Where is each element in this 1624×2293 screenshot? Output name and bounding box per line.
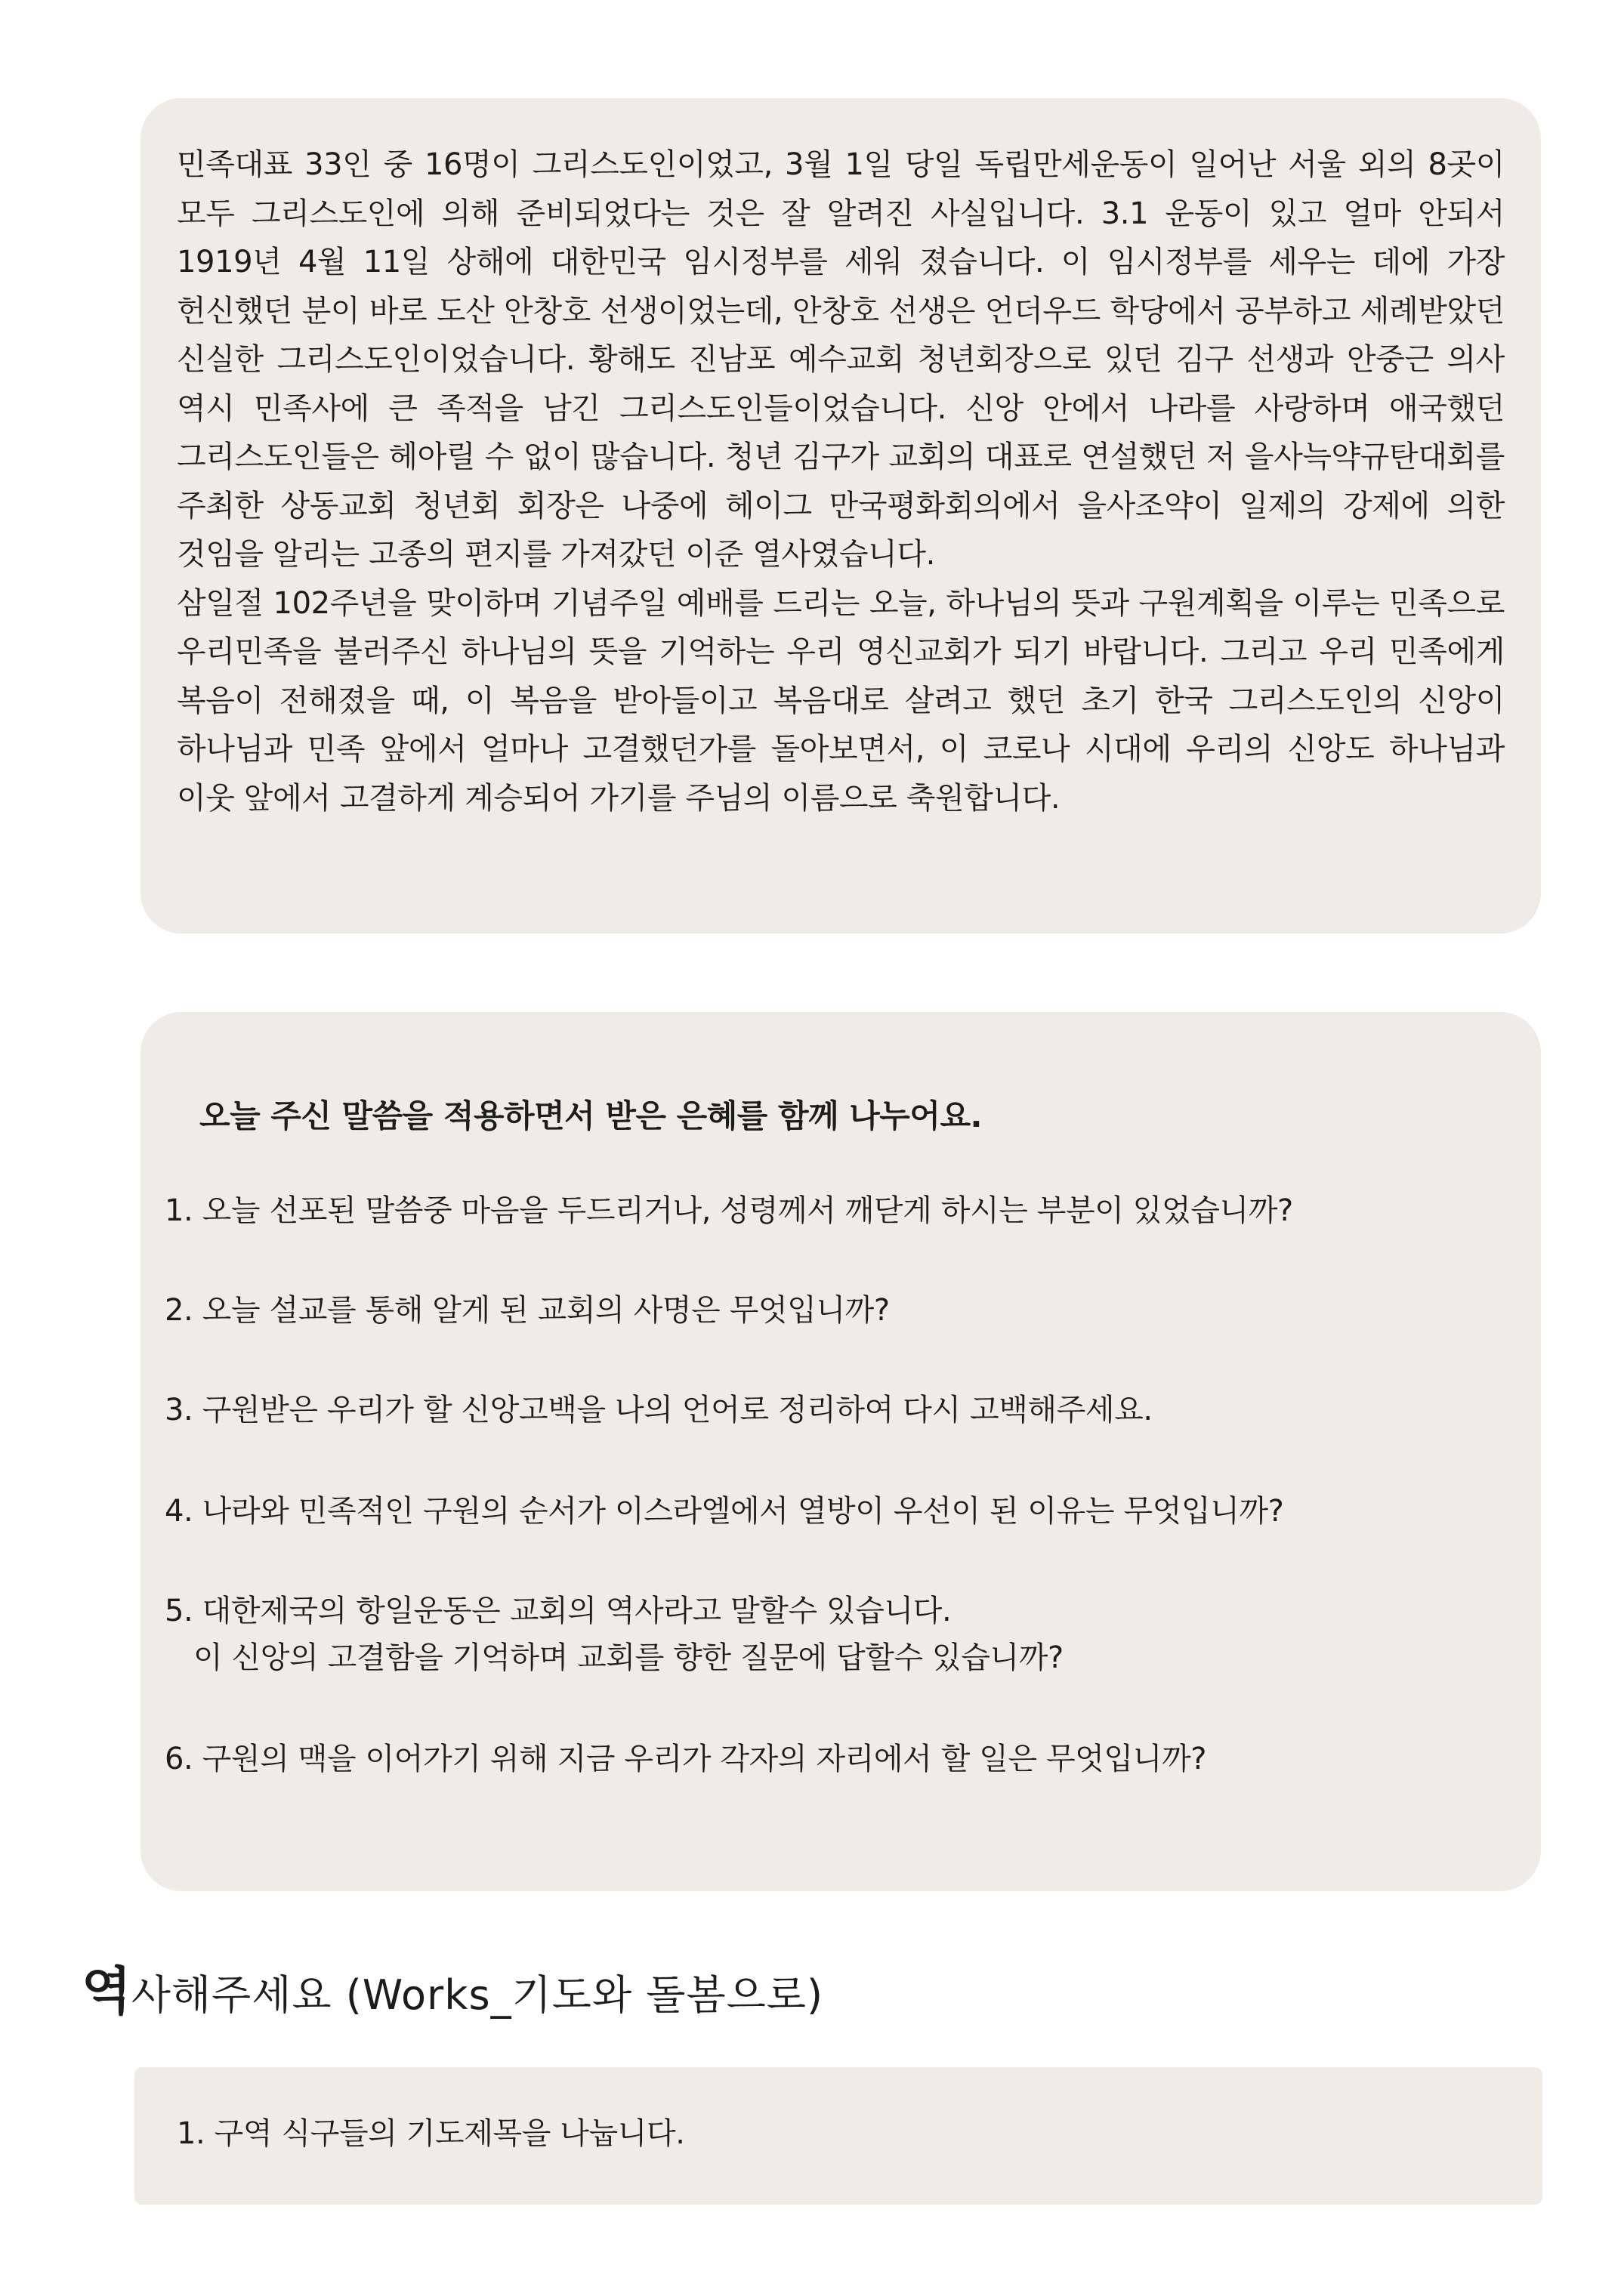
question-3: 3. 구원받은 우리가 할 신앙고백을 나의 언어로 정리하여 다시 고백해주세요. xyxy=(165,1393,1153,1427)
prayer-item-1: 1. 구역 식구들의 기도제목을 나눕니다. xyxy=(177,2116,685,2151)
history-paragraph-2: 삼일절 102주년을 맞이하며 기념주일 예배를 드리는 오늘, 하나님의 뜻과 구원계획을 이루는 민족으로 우리민족을 불러주신 하나님의 뜻을 기억하는 우리 영신교회가 되기 바랍니다. 그리고 우리 민족에게 복음이 전해졌을 때, 이 복음을 받아들이고 복음대로 살려고 했던 초기 한국 그리스도인의 신앙이 하나님과 민족 앞에서 얼마나 고결했던가를 돌아보면서, 이 코로나 시대에 우리의 신앙도 하나님과 이웃 앞에서 고결하게 계승되어 가기를 주님의 이름으로 축원합니다. xyxy=(177,585,1505,816)
history-text-box xyxy=(140,98,1541,934)
prayer-items-box xyxy=(134,2067,1542,2205)
question-2: 2. 오늘 설교를 통해 알게 된 교회의 사명은 무엇입니까? xyxy=(165,1293,890,1328)
history-paragraph-1: 민족대표 33인 중 16명이 그리스도인이었고, 3월 1일 당일 독립만세운동이 일어난 서울 외의 8곳이 모두 그리스도인에 의해 준비되었다는 것은 잘 알려진 사실입니다. 3.1 운동이 있고 얼마 안되서 1919년 4월 11일 상해에 대한민국 임시정부를 세워 졌습니다. 이 임시정부를 세우는 데에 가장 헌신했던 분이 바로 도산 안창호 선생이었는데, 안창호 선생은 언더우드 학당에서 공부하고 세례받았던 신실한 그리스도인이었습니다. 황해도 진남포 예수교회 청년회장으로 있던 김구 선생과 안중근 의사 역시 민족사에 큰 족적을 남긴 그리스도인들이었습니다. 신앙 안에서 나라를 사랑하며 애국했던 그리스도인들은 헤아릴 수 없이 많습니다. 청년 김구가 교회의 대표로 연설했던 저 을사늑약규탄대회를 주최한 상동교회 청년회 회장은 나중에 헤이그 만국평화회의에서 을사조약이 일제의 강제에 의한 것임을 알리는 고종의 편지를 가져갔던 이준 열사였습니다. xyxy=(177,147,1505,572)
works-title-rest: 사해주세요 (Works_기도와 돌봄으로) xyxy=(131,1971,824,2019)
question-6: 6. 구원의 맥을 이어가기 위해 지금 우리가 각자의 자리에서 할 일은 무엇입니까? xyxy=(165,1742,1207,1776)
question-5-line-1: 5. 대한제국의 항일운동은 교회의 역사라고 말할수 있습니다. xyxy=(165,1594,952,1628)
question-5-line-2: 이 신앙의 고결함을 기억하며 교회를 향한 질문에 답할수 있습니까? xyxy=(193,1640,1064,1675)
question-1: 1. 오늘 선포된 말씀중 마음을 두드리거나, 성령께서 깨닫게 하시는 부분이 있었습니까? xyxy=(165,1193,1293,1228)
discussion-questions-box xyxy=(140,1012,1541,1891)
question-4: 4. 나라와 민족적인 구원의 순서가 이스라엘에서 열방이 우선이 된 이유는 무엇입니까? xyxy=(165,1494,1284,1529)
questions-heading: 오늘 주신 말씀을 적용하면서 받은 은혜를 함께 나누어요. xyxy=(199,1097,982,1134)
works-section-title xyxy=(82,1962,823,2026)
works-title-first-char: 역 xyxy=(82,1962,131,2022)
